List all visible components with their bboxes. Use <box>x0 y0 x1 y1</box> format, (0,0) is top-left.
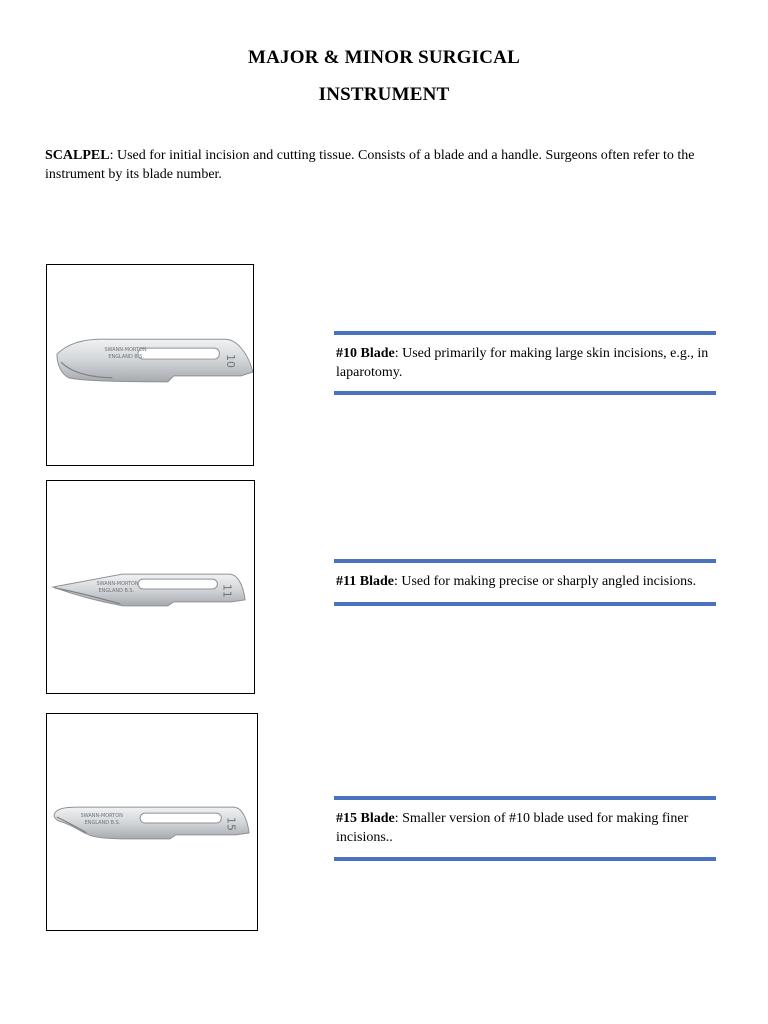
blade-15-engraving-number: 15 <box>224 817 238 831</box>
blade-10-image <box>46 264 254 466</box>
blade-10-engraving-origin: ENGLAND B.S. <box>108 354 145 361</box>
blade-15-engraving-brand: SWANN-MORTON <box>80 813 123 820</box>
blade-15-image <box>46 713 258 931</box>
blade-11-engraving-origin: ENGLAND B.S. <box>98 587 135 594</box>
blade-15-label: #15 Blade <box>336 811 395 826</box>
blade-15-engraving-origin: ENGLAND B.S. <box>84 819 121 826</box>
blade-15-note <box>334 796 716 861</box>
blade-11-engraving-number: 11 <box>220 584 234 598</box>
blade-11-image <box>46 480 255 694</box>
blade-11-icon <box>47 481 254 693</box>
scalpel-description: : Used for initial incision and cutting tissue. Consists of a blade and a handle. Surgeons often refer to the instrument by its blade number. <box>45 148 695 182</box>
scalpel-term: SCALPEL <box>45 148 110 163</box>
blade-10-icon <box>47 265 253 465</box>
blade-10-note <box>334 331 716 395</box>
blade-11-note <box>334 559 716 606</box>
blade-15-description: : Smaller version of #10 blade used for making finer incisions.. <box>336 811 689 845</box>
blade-11-label: #11 Blade <box>336 574 394 589</box>
blade-10-label: #10 Blade <box>336 346 395 361</box>
scalpel-intro-paragraph <box>45 146 715 184</box>
blade-15-icon <box>47 714 257 930</box>
blade-10-engraving-brand: SWANN-MORTON <box>104 347 147 354</box>
blade-10-engraving-number: 10 <box>224 354 238 368</box>
document-title-line-1: MAJOR & MINOR SURGICAL <box>248 47 520 68</box>
blade-11-description: : Used for making precise or sharply angled incisions. <box>393 574 697 589</box>
blade-11-engraving-brand: SWANN-MORTON <box>96 581 139 588</box>
blade-10-description: : Used primarily for making large skin incisions, e.g., in laparotomy. <box>336 346 709 380</box>
document-title-line-2: INSTRUMENT <box>318 84 450 105</box>
